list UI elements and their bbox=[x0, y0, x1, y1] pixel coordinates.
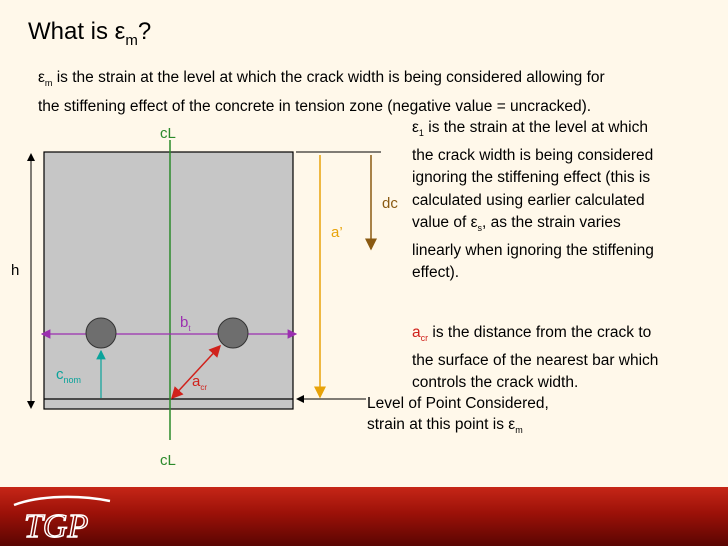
acr-description bbox=[412, 322, 658, 395]
a-prime-label: a’ bbox=[331, 224, 343, 241]
h-label: h bbox=[11, 262, 20, 279]
cnom-label: $c_{nom}$ bbox=[56, 366, 82, 385]
e1-line-5: value of $\varepsilon_s$, as the strain varies bbox=[412, 214, 621, 234]
tgp-logo bbox=[10, 491, 115, 543]
rebar-left bbox=[86, 318, 116, 348]
level-description bbox=[367, 393, 549, 441]
acr-line-3: controls the crack width. bbox=[412, 374, 579, 392]
e1-line-1: $\varepsilon_1$ is the strain at the level at which bbox=[412, 119, 648, 139]
acr-line-1: $a_{cr}$ is the distance from the crack to bbox=[412, 324, 652, 344]
e1-line-4: calculated using earlier calculated bbox=[412, 191, 645, 209]
bt-label: $b_t$ bbox=[180, 314, 191, 333]
centre-line-label-top: cL bbox=[160, 125, 176, 142]
rebar-right bbox=[218, 318, 248, 348]
level-line-2: strain at this point is $\varepsilon_m$ bbox=[367, 416, 523, 436]
intro-line-1: $\varepsilon_m$ is the strain at the level at which the crack width is being considered allowing for bbox=[38, 69, 605, 89]
beam-section bbox=[44, 152, 293, 409]
level-line-1: Level of Point Considered, bbox=[367, 395, 549, 412]
footer-bar bbox=[0, 487, 728, 546]
centre-line-label-bottom: cL bbox=[160, 452, 176, 469]
e1-line-7: effect). bbox=[412, 264, 460, 282]
e1-line-2: the crack width is being considered bbox=[412, 146, 654, 164]
e1-line-6: linearly when ignoring the stiffening bbox=[412, 241, 654, 259]
e1-line-3: ignoring the stiffening effect (this is bbox=[412, 169, 651, 187]
acr-line-2: the surface of the nearest bar which bbox=[412, 351, 659, 369]
intro-line-2: the stiffening effect of the concrete in tension zone (negative value = uncracked). bbox=[38, 98, 592, 116]
dc-label: dc bbox=[382, 195, 398, 212]
page-title: What is $\varepsilon_m$? bbox=[28, 18, 152, 49]
e1-description bbox=[412, 117, 654, 285]
logo-text: TGP bbox=[24, 508, 89, 543]
acr-label: $a_{cr}$ bbox=[192, 373, 208, 392]
